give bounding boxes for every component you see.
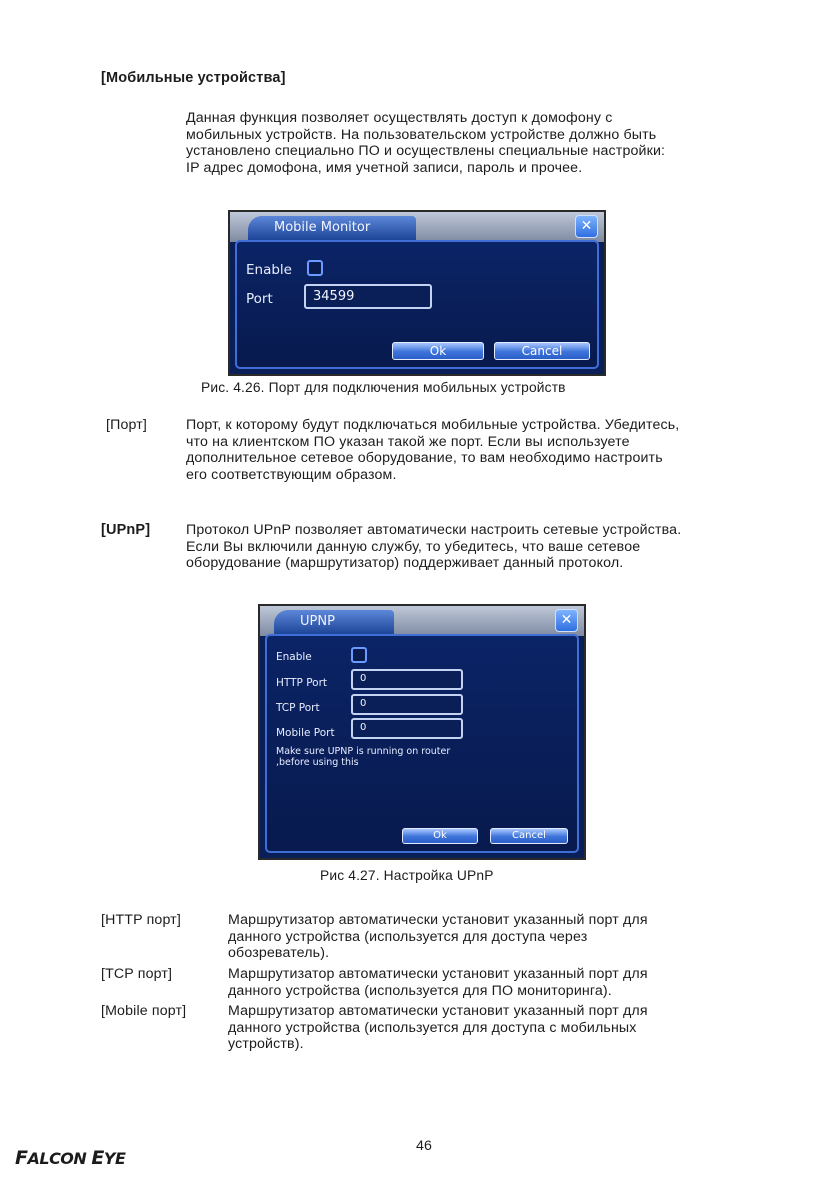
upnp-description [186, 522, 806, 572]
port-line: его соответствующим образом. [186, 466, 397, 483]
intro-paragraph [186, 110, 806, 176]
enable-checkbox[interactable] [351, 647, 367, 663]
close-icon[interactable]: ✕ [575, 215, 598, 238]
section-heading: [Мобильные устройства] [101, 70, 286, 86]
definition-line: данного устройства (используется для ПО мониторинга). [228, 982, 612, 999]
dialog-title: UPNP [274, 610, 394, 634]
upnp-term: [UPnP] [101, 522, 151, 538]
port-term: [Порт] [106, 417, 147, 433]
dialog-title: Mobile Monitor [248, 216, 416, 240]
enable-label: Enable [276, 651, 312, 663]
port-line: дополнительное сетевое оборудование, то вам необходимо настроить [186, 450, 663, 467]
cancel-button[interactable]: Cancel [494, 342, 590, 360]
brand-logo: FALCON EYE [15, 1147, 126, 1169]
upnp-note-line-1: Make sure UPNP is running on router [276, 746, 451, 757]
http-port-term: [HTTP порт] [101, 912, 181, 928]
definition-line: Маршрутизатор автоматически установит указанный порт для [228, 966, 648, 982]
cancel-button[interactable]: Cancel [490, 828, 568, 844]
definition-line: устройств). [228, 1036, 304, 1053]
port-line: что на клиентском ПО указан такой же порт. Если вы используете [186, 433, 630, 450]
definition-line: Маршрутизатор автоматически установит указанный порт для [228, 1003, 648, 1019]
tcp-port-definition [228, 966, 808, 999]
port-input[interactable]: 34599 [304, 284, 432, 309]
intro-line: мобильных устройств. На пользовательском устройстве должно быть [186, 126, 657, 143]
figure-caption: Рис 4.27. Настройка UPnP [320, 868, 494, 883]
definition-line: данного устройства (используется для доступа с мобильных [228, 1019, 637, 1036]
definition-line: Маршрутизатор автоматически установит указанный порт для [228, 912, 648, 928]
figure-caption: Рис. 4.26. Порт для подключения мобильных устройств [201, 380, 566, 395]
http-port-definition [228, 912, 808, 962]
tcp-port-term: [TCP порт] [101, 966, 173, 982]
dialog-body [265, 634, 579, 853]
mobile-port-label: Mobile Port [276, 727, 335, 739]
upnp-note-line-2: ,before using this [276, 757, 359, 768]
http-port-input[interactable]: 0 [351, 669, 463, 690]
intro-line: IP адрес домофона, имя учетной записи, пароль и прочее. [186, 159, 583, 176]
upnp-line: оборудование (маршрутизатор) поддерживает данный протокол. [186, 555, 624, 572]
ok-button[interactable]: Ok [392, 342, 484, 360]
upnp-line: Протокол UPnP позволяет автоматически настроить сетевые устройства. [186, 522, 682, 538]
mobile-port-input[interactable]: 0 [351, 718, 463, 739]
http-port-label: HTTP Port [276, 677, 328, 689]
mobile-port-term: [Mobile порт] [101, 1003, 187, 1019]
port-description [186, 417, 806, 483]
enable-label: Enable [246, 262, 292, 278]
intro-line: Данная функция позволяет осуществлять доступ к домофону с [186, 110, 613, 126]
page-number: 46 [416, 1138, 433, 1154]
mobile-port-definition [228, 1003, 808, 1053]
port-label: Port [246, 291, 273, 307]
upnp-line: Если Вы включили данную службу, то убедитесь, что ваше сетевое [186, 538, 641, 555]
upnp-dialog [258, 604, 586, 860]
tcp-port-label: TCP Port [276, 702, 320, 714]
enable-checkbox[interactable] [307, 260, 323, 276]
definition-line: данного устройства (используется для доступа через [228, 928, 588, 945]
ok-button[interactable]: Ok [402, 828, 478, 844]
port-line: Порт, к которому будут подключаться мобильные устройства. Убедитесь, [186, 417, 680, 433]
definition-line: обозреватель). [228, 945, 330, 962]
tcp-port-input[interactable]: 0 [351, 694, 463, 715]
mobile-monitor-dialog [228, 210, 606, 376]
close-icon[interactable]: ✕ [555, 609, 578, 632]
intro-line: установлено специально ПО и осуществлены специальные настройки: [186, 143, 666, 160]
